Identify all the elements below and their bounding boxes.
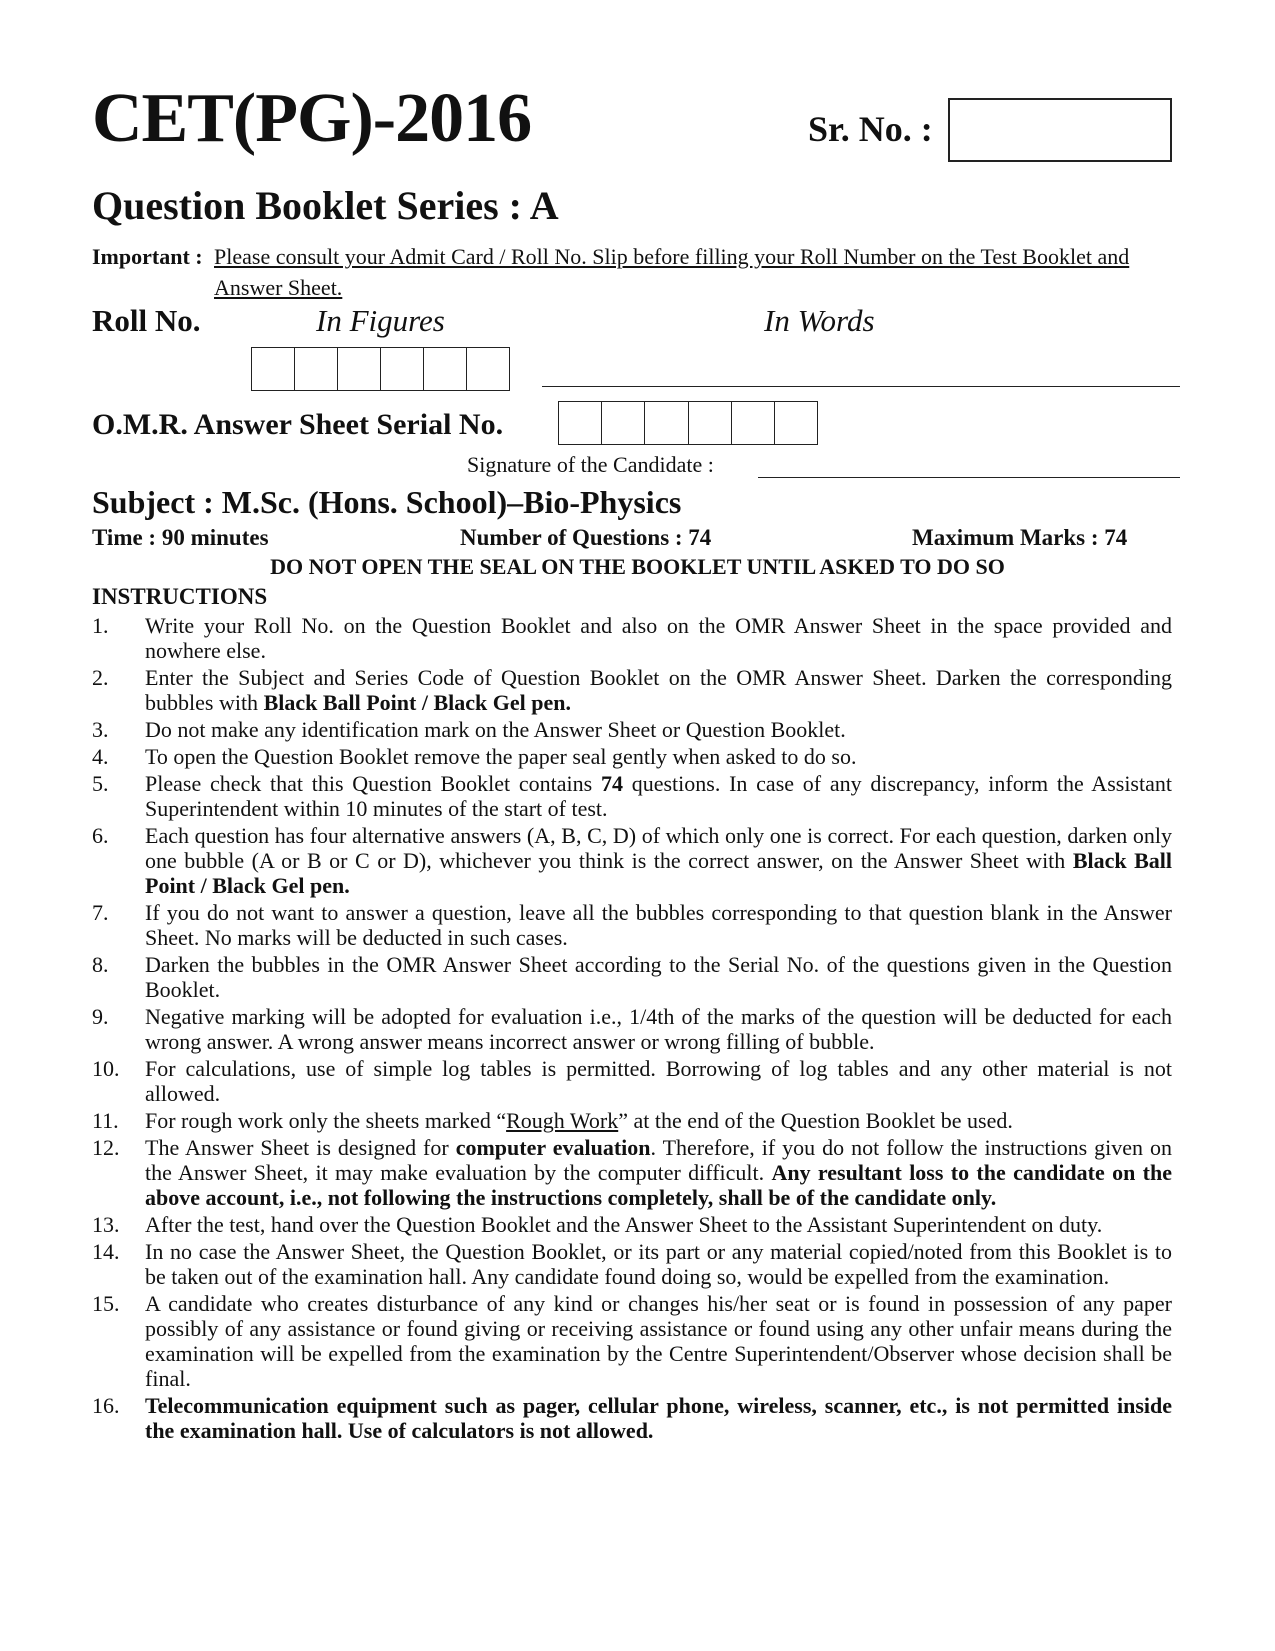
- instruction-fragment: Enter the Subject and Series Code of Question Booklet on the OMR Answer Sheet. Darken the corresponding bubbles with: [145, 665, 1172, 715]
- instruction-number: 4.: [92, 744, 109, 769]
- omr-digit-box[interactable]: [602, 402, 645, 444]
- instruction-text: [145, 1004, 1172, 1054]
- instruction-text: [145, 771, 1172, 821]
- instruction-fragment: Darken the bubbles in the OMR Answer Sheet according to the Serial No. of the questions given in the Question Booklet.: [145, 952, 1172, 1002]
- instruction-emphasis: Black Ball Point / Black Gel pen.: [145, 848, 1173, 898]
- instruction-fragment: If you do not want to answer a question, leave all the bubbles corresponding to that question blank in the Answer Sheet. No marks will be deducted in such cases.: [145, 900, 1172, 950]
- important-label: Important :: [92, 244, 203, 269]
- instruction-number: 5.: [92, 771, 109, 796]
- instruction-number: 8.: [92, 952, 109, 977]
- instruction-text: [145, 1056, 1172, 1106]
- serial-number-box[interactable]: [948, 98, 1172, 162]
- instruction-item: [92, 1135, 1172, 1210]
- instruction-number: 13.: [92, 1212, 120, 1237]
- instruction-fragment: Please check that this Question Booklet contains: [145, 771, 601, 796]
- instruction-number: 7.: [92, 900, 109, 925]
- instruction-item: [92, 744, 1172, 769]
- roll-digit-box[interactable]: [424, 348, 467, 390]
- roll-digit-box[interactable]: [338, 348, 381, 390]
- instruction-emphasis: computer evaluation: [455, 1135, 651, 1160]
- question-count: Number of Questions : 74: [460, 525, 712, 550]
- instruction-number: 9.: [92, 1004, 109, 1029]
- instruction-item: [92, 900, 1172, 950]
- instruction-item: [92, 1108, 1172, 1133]
- omr-serial-boxes[interactable]: [558, 401, 818, 445]
- roll-digit-box[interactable]: [467, 348, 509, 390]
- instruction-fragment: ” at the end of the Question Booklet be used.: [618, 1108, 1013, 1133]
- instruction-item: [92, 1004, 1172, 1054]
- instruction-emphasis: Black Ball Point / Black Gel pen.: [263, 690, 571, 715]
- instruction-number: 16.: [92, 1393, 120, 1418]
- instruction-item: [92, 1239, 1172, 1289]
- instruction-text: [145, 1393, 1172, 1443]
- omr-serial-label: O.M.R. Answer Sheet Serial No.: [92, 408, 504, 441]
- roll-digit-box[interactable]: [295, 348, 338, 390]
- instruction-text: [145, 1135, 1172, 1210]
- instructions-heading: INSTRUCTIONS: [92, 584, 268, 609]
- important-note: [92, 241, 1172, 303]
- omr-digit-box[interactable]: [559, 402, 602, 444]
- instruction-text: [145, 717, 1172, 742]
- instruction-item: [92, 1056, 1172, 1106]
- instruction-text: [145, 1239, 1172, 1289]
- instruction-fragment: To open the Question Booklet remove the paper seal gently when asked to do so.: [145, 744, 857, 769]
- instruction-fragment: Each question has four alternative answers (A, B, C, D) of which only one is correct. For each question, darken only one bubble (A or B or C or D), whichever you think is the correct answer, on the Answer Sheet with: [145, 823, 1172, 873]
- signature-line[interactable]: [758, 477, 1180, 478]
- instruction-fragment: The Answer Sheet is designed for: [145, 1135, 456, 1160]
- instruction-text: [145, 823, 1172, 898]
- instruction-number: 10.: [92, 1056, 120, 1081]
- instruction-number: 2.: [92, 665, 109, 690]
- instruction-text: [145, 900, 1172, 950]
- instruction-number: 11.: [92, 1108, 119, 1133]
- instruction-text: [145, 1291, 1172, 1391]
- signature-label: Signature of the Candidate :: [467, 452, 714, 477]
- important-text: Please consult your Admit Card / Roll No. Slip before filling your Roll Number on the Test Booklet and Answer Sheet.: [214, 244, 1130, 300]
- instruction-number: 3.: [92, 717, 109, 742]
- instruction-fragment: For rough work only the sheets marked “: [145, 1108, 507, 1133]
- instruction-emphasis: Any resultant loss to the candidate on the above account, i.e., not following the instructions completely, shall be of the candidate only.: [145, 1160, 1172, 1210]
- omr-digit-box[interactable]: [645, 402, 688, 444]
- instruction-text: [145, 1108, 1172, 1133]
- roll-number-label: Roll No.: [92, 303, 201, 338]
- instruction-text: [145, 744, 1172, 769]
- omr-digit-box[interactable]: [732, 402, 775, 444]
- instruction-number: 6.: [92, 823, 109, 848]
- instruction-emphasis: Telecommunication equipment such as pager, cellular phone, wireless, scanner, etc., is not permitted inside the examination hall. Use of calculators is not allowed.: [145, 1393, 1172, 1443]
- instruction-emphasis: 74: [600, 771, 623, 796]
- roll-number-boxes[interactable]: [251, 347, 510, 391]
- instruction-fragment: In no case the Answer Sheet, the Question Booklet, or its part or any material copied/noted from this Booklet is to be taken out of the examination hall. Any candidate found doing so, would be expelled from the examination.: [145, 1239, 1172, 1289]
- instruction-fragment: . Therefore, if you do not follow the instructions given on the Answer Sheet, it may make evaluation by the computer difficult.: [145, 1135, 1172, 1185]
- instruction-text: [145, 1212, 1172, 1237]
- instruction-item: [92, 823, 1172, 898]
- booklet-series: Question Booklet Series : A: [92, 183, 559, 228]
- in-figures-label: In Figures: [316, 303, 445, 338]
- instruction-number: 12.: [92, 1135, 120, 1160]
- exam-title: CET(PG)-2016: [92, 80, 532, 157]
- instruction-item: [92, 771, 1172, 821]
- instruction-item: [92, 1291, 1172, 1391]
- instruction-fragment: For calculations, use of simple log tables is permitted. Borrowing of log tables and any other material is not allowed.: [145, 1056, 1172, 1106]
- instruction-fragment: Write your Roll No. on the Question Booklet and also on the OMR Answer Sheet in the space provided and nowhere else.: [145, 613, 1172, 663]
- instruction-fragment: After the test, hand over the Question Booklet and the Answer Sheet to the Assistant Superintendent on duty.: [145, 1212, 1103, 1237]
- instruction-item: [92, 665, 1172, 715]
- instruction-fragment: questions. In case of any discrepancy, inform the Assistant Superintendent within 10 minutes of the start of test.: [145, 771, 1172, 821]
- roll-digit-box[interactable]: [381, 348, 424, 390]
- instruction-number: 14.: [92, 1239, 120, 1264]
- instruction-text: [145, 952, 1172, 1002]
- instruction-fragment: Do not make any identification mark on the Answer Sheet or Question Booklet.: [145, 717, 846, 742]
- seal-warning: DO NOT OPEN THE SEAL ON THE BOOKLET UNTIL ASKED TO DO SO: [270, 554, 1005, 579]
- instruction-text: [145, 665, 1172, 715]
- instruction-number: 15.: [92, 1291, 120, 1316]
- instruction-item: [92, 952, 1172, 1002]
- instructions-list: [92, 613, 1172, 1445]
- instruction-item: [92, 1212, 1172, 1237]
- time-limit: Time : 90 minutes: [92, 525, 269, 550]
- instruction-text: [145, 613, 1172, 663]
- omr-digit-box[interactable]: [689, 402, 732, 444]
- instruction-item: [92, 717, 1172, 742]
- instruction-number: 1.: [92, 613, 109, 638]
- instruction-fragment: Rough Work: [506, 1108, 619, 1133]
- instruction-item: [92, 1393, 1172, 1443]
- instruction-fragment: A candidate who creates disturbance of any kind or changes his/her seat or is found in possession of any paper possibly of any assistance or found giving or receiving assistance or found using any other unfair means during the examination will be expelled from the examination by the Centre Superintendent/Observer whose decision shall be final.: [145, 1291, 1172, 1391]
- roll-in-words-line[interactable]: [542, 386, 1180, 387]
- maximum-marks: Maximum Marks : 74: [912, 525, 1128, 550]
- omr-digit-box[interactable]: [775, 402, 817, 444]
- serial-number-label: Sr. No. :: [808, 109, 933, 149]
- subject-title: Subject : M.Sc. (Hons. School)–Bio-Physics: [92, 484, 682, 520]
- instruction-item: [92, 613, 1172, 663]
- instruction-fragment: Negative marking will be adopted for evaluation i.e., 1/4th of the marks of the question will be deducted for each wrong answer. A wrong answer means incorrect answer or wrong filling of bubble.: [145, 1004, 1172, 1054]
- roll-digit-box[interactable]: [252, 348, 295, 390]
- in-words-label: In Words: [764, 303, 875, 338]
